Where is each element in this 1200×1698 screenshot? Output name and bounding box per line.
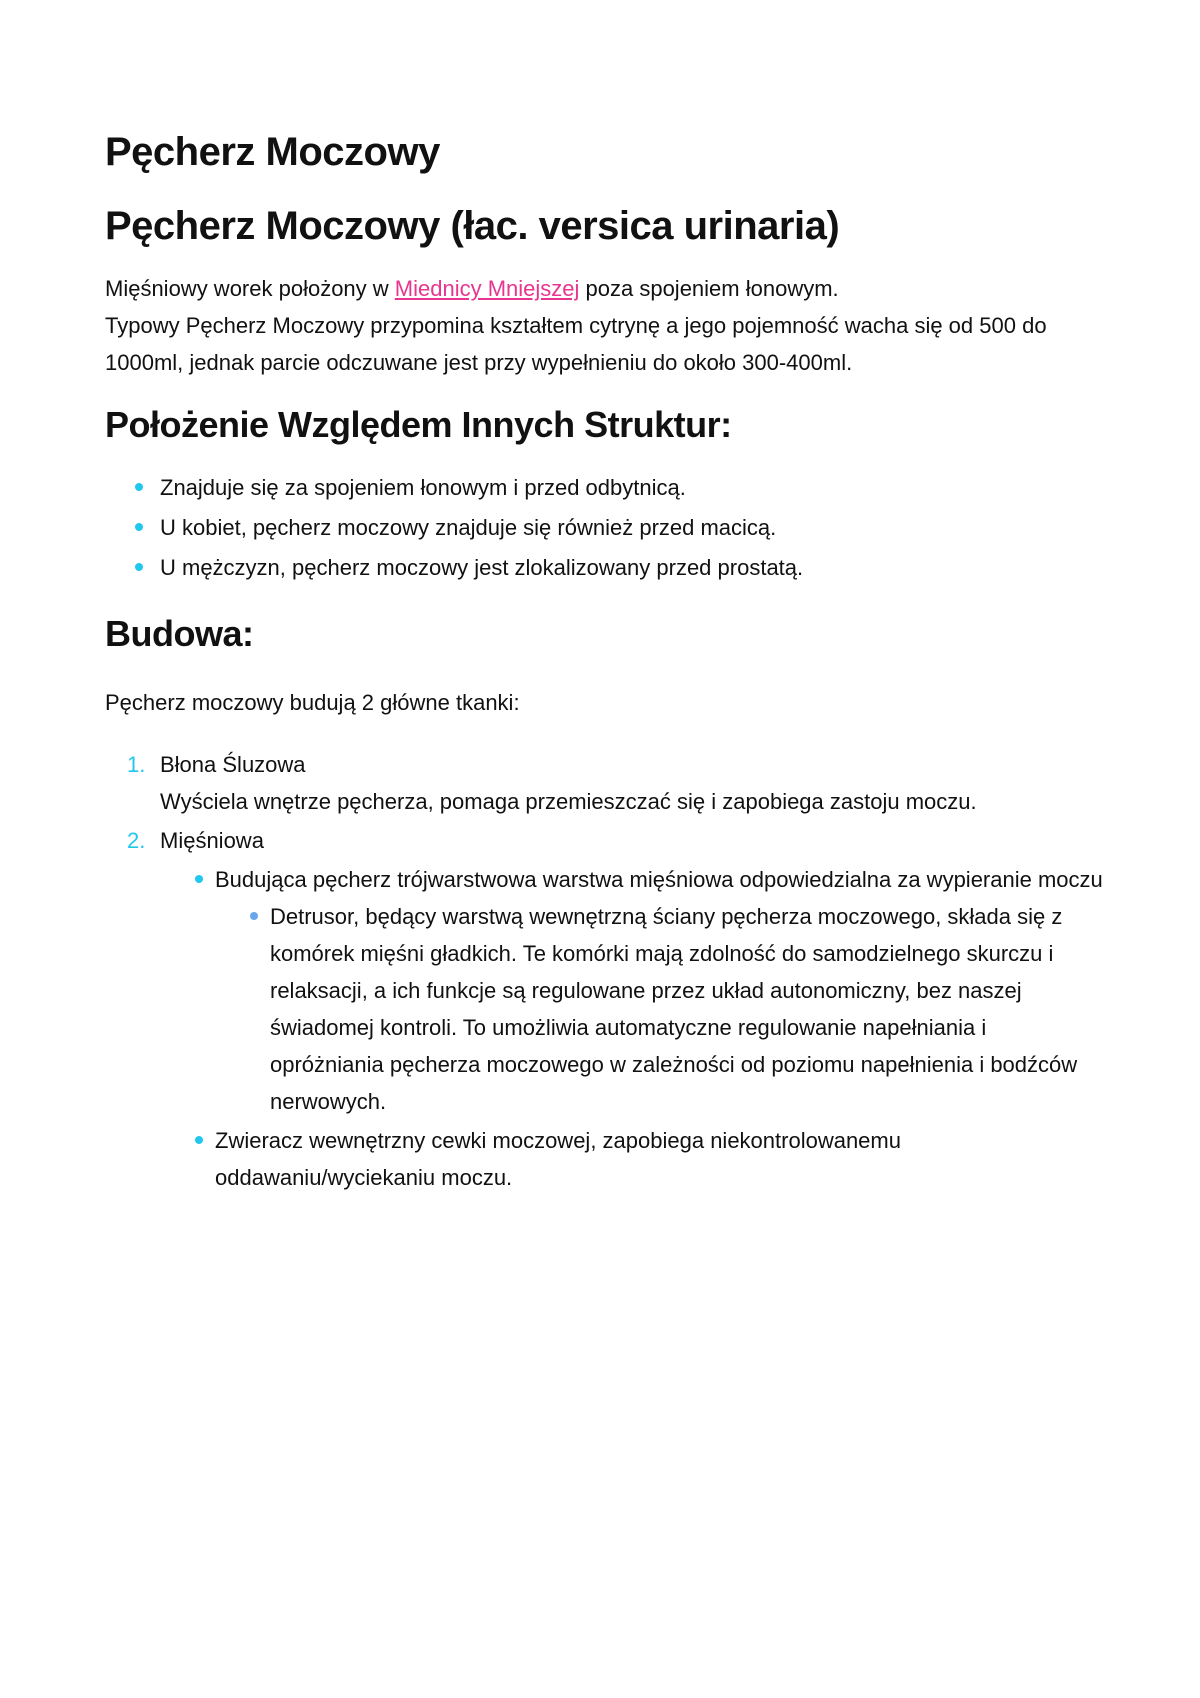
list-item-text: U mężczyzn, pęcherz moczowy jest zlokalizowany przed prostatą. xyxy=(160,555,804,580)
intro-text-before-link: Mięśniowy worek położony w xyxy=(105,276,395,301)
list-item xyxy=(160,1122,1105,1196)
bullet-icon xyxy=(135,563,143,571)
list-item-text: Znajduje się za spojeniem łonowym i przed odbytnicą. xyxy=(160,475,686,500)
bullet-icon xyxy=(135,483,143,491)
intro-line-1 xyxy=(105,270,1105,307)
list-item-text: U kobiet, pęcherz moczowy znajduje się również przed macicą. xyxy=(160,515,777,540)
intro-text-after-link: poza spojeniem łonowym. xyxy=(579,276,839,301)
bullet-icon xyxy=(250,912,258,920)
muscle-sub-list xyxy=(160,861,1105,1196)
list-item-text: Zwieracz wewnętrzny cewki moczowej, zapobiega niekontrolowanemu oddawaniu/wyciekaniu moczu. xyxy=(215,1128,901,1190)
list-item xyxy=(105,509,1105,546)
structure-intro: Pęcherz moczowy budują 2 główne tkanki: xyxy=(105,690,520,715)
page-title: Pęcherz Moczowy xyxy=(105,130,440,174)
list-item xyxy=(160,861,1105,1120)
position-list xyxy=(105,469,1105,586)
tissue-item xyxy=(105,822,1105,1196)
bullet-icon xyxy=(135,523,143,531)
tissue-title: Błona Śluzowa xyxy=(160,752,306,777)
intro-paragraph xyxy=(105,270,1105,381)
structure-heading: Budowa: xyxy=(105,613,254,654)
list-item xyxy=(215,898,1105,1120)
bullet-icon xyxy=(195,875,203,883)
nested-list xyxy=(215,898,1105,1120)
document-page xyxy=(105,128,1105,1198)
bullet-icon xyxy=(195,1136,203,1144)
tissue-description: Wyściela wnętrze pęcherza, pomaga przemieszczać się i zapobiega zastoju moczu. xyxy=(160,789,977,814)
intro-line-2: Typowy Pęcherz Moczowy przypomina kształtem cytrynę a jego pojemność wacha się od 500 do 1000ml, jednak parcie odczuwane jest przy wypełnieniu do około 300-400ml. xyxy=(105,313,1047,375)
list-item xyxy=(105,469,1105,506)
tissue-list xyxy=(105,746,1105,1196)
miednica-mniejsza-link[interactable]: Miednicy Mniejszej xyxy=(394,276,580,301)
list-item-text: Budująca pęcherz trójwarstwowa warstwa mięśniowa odpowiedzialna za wypieranie moczu xyxy=(215,867,1103,892)
position-heading: Położenie Względem Innych Struktur: xyxy=(105,404,732,445)
list-item-text: Detrusor, będący warstwą wewnętrzną ściany pęcherza moczowego, składa się z komórek mięśni gładkich. Te komórki mają zdolność do samodzielnego skurczu i relaksacji, a ich funkcje są regulowane przez układ autonomiczny, bez naszej świadomej kontroli. To umożliwia automatyczne regulowanie napełniania i opróżniania pęcherza moczowego w zależności od poziomu napełnienia i bodźców nerwowych. xyxy=(270,904,1078,1114)
tissue-title: Mięśniowa xyxy=(160,828,264,853)
list-number: 2. xyxy=(127,828,146,853)
list-number: 1. xyxy=(127,752,146,777)
list-item xyxy=(105,549,1105,586)
document-heading: Pęcherz Moczowy (łac. versica urinaria) xyxy=(105,204,840,248)
tissue-item xyxy=(105,746,1105,820)
